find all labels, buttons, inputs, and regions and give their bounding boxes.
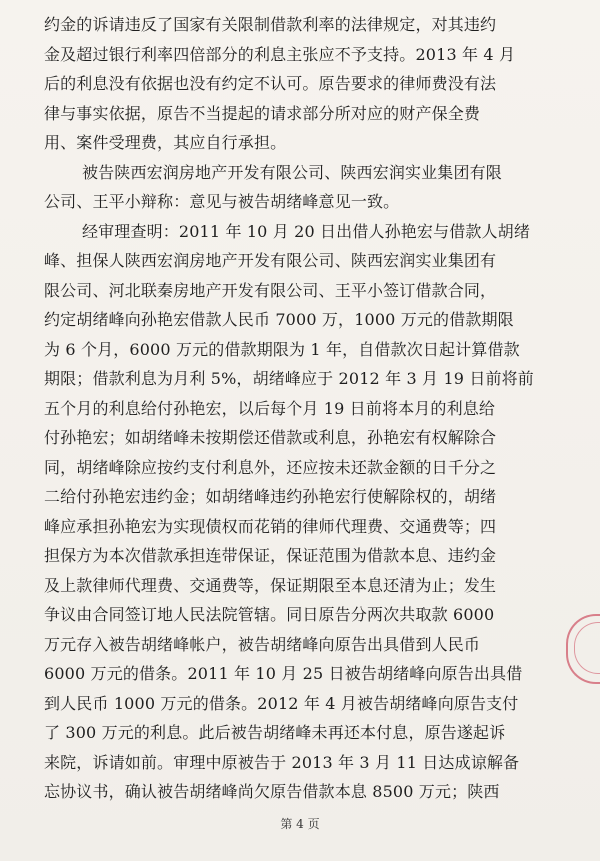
text-line: 约定胡绪峰向孙艳宏借款人民币 7000 万，1000 万元的借款期限 xyxy=(44,310,514,329)
text-line: 律与事实依据，原告不当提起的请求部分所对应的财产保全费 xyxy=(44,103,481,123)
text-line: 了 300 万元的利息。此后被告胡绪峰未再还本付息，原告遂起诉 xyxy=(44,723,506,742)
text-line: 同，胡绪峰除应按约支付利息外，还应按未还款金额的日千分之 xyxy=(44,457,497,477)
text-line: 万元存入被告胡绪峰帐户，被告胡绪峰向原告出具借到人民币 xyxy=(44,634,481,654)
text-line: 限公司、河北联秦房地产开发有限公司、王平小签订借款合同， xyxy=(44,280,497,300)
text-line: 6000 万元的借条。2011 年 10 月 25 日被告胡绪峰向原告出具借 xyxy=(44,664,523,683)
text-line: 金及超过银行利率四倍部分的利息主张应不予支持。2013 年 4 月 xyxy=(44,44,516,64)
page-number: 第 4 页 xyxy=(280,817,320,831)
court-seal-stamp xyxy=(566,614,600,684)
text-line: 为 6 个月，6000 万元的借款期限为 1 年，自借款次日起计算借款 xyxy=(44,339,520,359)
text-line: 及上款律师代理费、交通费等，保证期限至本息还清为止；发生 xyxy=(44,575,497,595)
text-line: 用、案件受理费，其应自行承担。 xyxy=(44,133,287,152)
paragraph xyxy=(44,10,564,158)
text-line: 被告陕西宏润房地产开发有限公司、陕西宏润实业集团有限 xyxy=(82,162,502,182)
text-line: 后的利息没有依据也没有约定不认可。原告要求的律师费没有法 xyxy=(44,74,497,93)
text-line: 公司、王平小辩称：意见与被告胡绪峰意见一致。 xyxy=(44,192,400,211)
text-line: 来院，诉请如前。审理中原被告于 2013 年 3 月 11 日达成谅解备 xyxy=(44,752,520,772)
text-line: 付孙艳宏；如胡绪峰未按期偿还借款或利息，孙艳宏有权解除合 xyxy=(44,428,497,447)
court-seal-inner-ring xyxy=(574,622,600,674)
paragraph xyxy=(44,217,564,807)
document-body xyxy=(44,10,564,807)
text-line: 争议由合同签订地人民法院管辖。同日原告分两次共取款 6000 xyxy=(44,605,495,624)
text-line: 到人民币 1000 万元的借条。2012 年 4 月被告胡绪峰向原告支付 xyxy=(44,693,519,713)
text-line: 二给付孙艳宏违约金；如胡绪峰违约孙艳宏行使解除权的，胡绪 xyxy=(44,487,497,506)
text-line: 担保方为本次借款承担连带保证，保证范围为借款本息、违约金 xyxy=(44,546,497,565)
text-line: 期限；借款利息为月利 5%，胡绪峰应于 2012 年 3 月 19 日前将前 xyxy=(44,369,534,388)
text-line: 经审理查明：2011 年 10 月 20 日出借人孙艳宏与借款人胡绪 xyxy=(82,221,530,241)
text-line: 峰应承担孙艳宏为实现债权而花销的律师代理费、交通费等；四 xyxy=(44,516,497,536)
text-line: 约金的诉请违反了国家有关限制借款利率的法律规定，对其违约 xyxy=(44,15,497,34)
text-line: 五个月的利息给付孙艳宏，以后每个月 19 日前将本月的利息给 xyxy=(44,398,496,418)
paragraph xyxy=(44,158,564,217)
text-line: 峰、担保人陕西宏润房地产开发有限公司、陕西宏润实业集团有 xyxy=(44,251,497,270)
text-line: 忘协议书，确认被告胡绪峰尚欠原告借款本息 8500 万元；陕西 xyxy=(44,782,500,801)
